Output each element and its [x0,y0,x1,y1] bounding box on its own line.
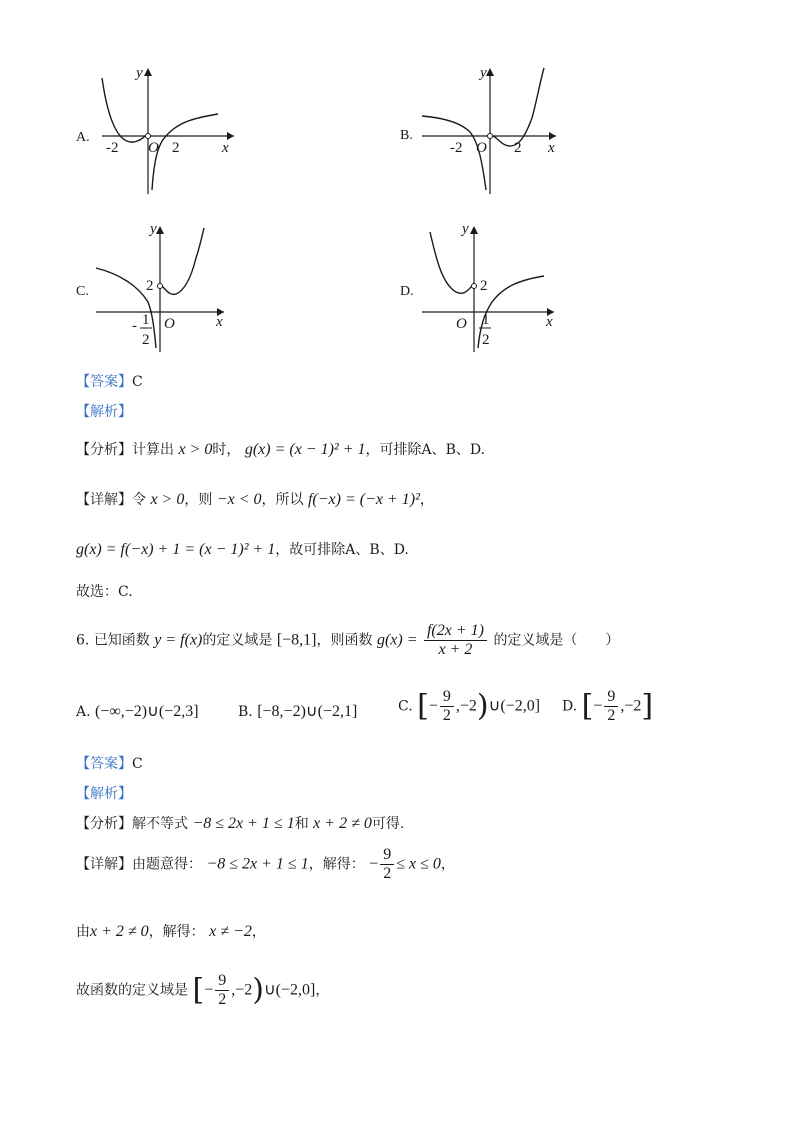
frac-num: 1 [142,312,150,328]
q5-analysis-tag: 【解析】 [76,404,132,420]
frac-num: 1 [482,312,490,328]
curve-right [493,68,544,146]
open-point [472,284,477,289]
x-label: x [216,314,223,330]
q5-fenxi-line: 【分析】计算出 x > 0时， g(x) = (x − 1)² + 1，可排除A、B、D. [76,441,486,458]
q5-conclusion: 故选：C. [76,584,133,600]
q6-option-b: B. [−8,−2)∪(−2,1] [238,703,358,720]
answer-tag: 【答案】 [76,374,132,390]
tick-neg2: -2 [106,140,119,156]
option-a-label: A. [76,130,90,145]
q6-fenxi-line: 【分析】解不等式 −8 ≤ 2x + 1 ≤ 1和 x + 2 ≠ 0可得. [76,815,405,832]
x-label: x [222,140,229,156]
origin-label: O [456,316,467,332]
q6-option-c: C. [− $\frac{9}{2}$ ,−2)∪(−2,0] [398,688,541,724]
frac-sign: - [132,318,137,334]
graph-option-d [416,218,566,358]
q6-line3: 故函数的定义域是 [− $\frac{9}{2}$ ,−2)∪(−2,0]， [76,972,330,1008]
origin-label: O [476,140,487,156]
frac-den: 2 [142,332,150,348]
curve-left [430,232,472,293]
origin-label: O [164,316,175,332]
answer-value: C [132,374,143,390]
frac-den: 2 [482,332,490,348]
x-label: x [546,314,553,330]
y-label: y [462,221,469,237]
q6-analysis-tag: 【解析】 [76,786,132,802]
graph-option-c [92,218,232,358]
q6-stem: 6. 已知函数 y = f(x)的定义域是 [−8,1]，则函数 g(x) = $\frac{f(2x + 1)}{x + 2}$ 的定义域是（ ） [76,622,620,658]
option-c-label: C. [76,284,89,299]
tick-neg2: -2 [450,140,463,156]
y-label: y [136,65,143,81]
q6-line2: 由x + 2 ≠ 0，解得： x ≠ −2， [76,923,266,940]
curve-right [162,228,204,294]
tick-2: 2 [514,140,522,156]
q5-xiangjie-line: 【详解】令 x > 0，则 −x < 0，所以 f(−x) = (−x + 1)²， [76,491,434,508]
open-point [488,134,493,139]
x-label: x [548,140,555,156]
q6-answer-line: 【答案】C [76,756,143,772]
tick-2: 2 [146,278,154,294]
q5-derivation-line: g(x) = f(−x) + 1 = (x − 1)² + 1，故可排除A、B、D. [76,541,409,558]
graph-option-a [92,60,242,200]
curve-left [102,78,145,142]
y-label: y [480,65,487,81]
open-point [158,284,163,289]
q6-xiangjie-line: 【详解】由题意得： −8 ≤ 2x + 1 ≤ 1，解得： − $\frac{9}{2}$ ≤ x ≤ 0， [76,846,455,882]
q6-option-d: D. [− $\frac{9}{2}$ ,−2] [562,688,654,724]
tick-2: 2 [172,140,180,156]
open-point [146,134,151,139]
graph-option-b [416,60,566,200]
y-label: y [150,221,157,237]
tick-2: 2 [480,278,488,294]
origin-label: O [148,140,159,156]
q6-option-a: A. (−∞,−2)∪(−2,3] [76,703,199,720]
curve-right [152,114,218,190]
option-d-label: D. [400,284,414,299]
option-b-label: B. [400,128,413,143]
q5-answer-line [76,372,143,392]
